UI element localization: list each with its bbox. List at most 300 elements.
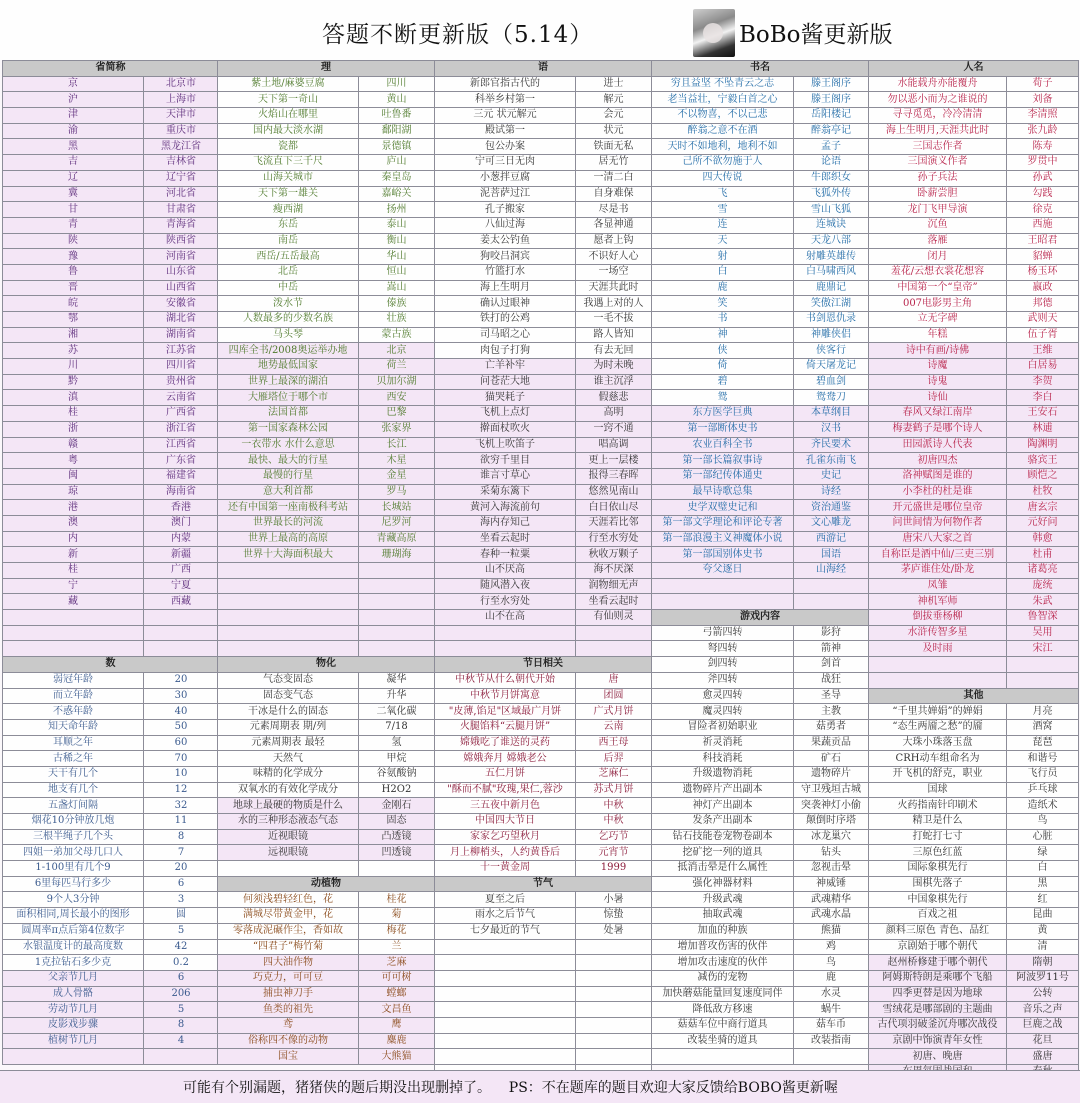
question-cell: 飞机上点灯 bbox=[435, 406, 576, 422]
question-cell: 三根半绳子几个头 bbox=[3, 829, 144, 845]
question-cell: 加快蘑菇能量回复速度同伴 bbox=[652, 986, 794, 1002]
column-2 bbox=[217, 60, 435, 1065]
table-row bbox=[218, 939, 435, 955]
question-cell: 飞 bbox=[652, 186, 794, 202]
question-cell: 川 bbox=[3, 359, 144, 375]
table-row bbox=[218, 437, 435, 453]
table-row bbox=[218, 264, 435, 280]
answer-cell bbox=[359, 610, 435, 626]
answer-cell: 处暑 bbox=[576, 923, 652, 939]
answer-cell: 恒山 bbox=[359, 264, 435, 280]
question-cell: 雪绒花是哪部剧的主题曲 bbox=[869, 1002, 1007, 1018]
question-cell: 四大油作物 bbox=[218, 955, 359, 971]
question-cell: 白 bbox=[652, 264, 794, 280]
question-cell: 黔 bbox=[3, 374, 144, 390]
answer-cell: 月亮 bbox=[1007, 704, 1079, 720]
table-row bbox=[218, 170, 435, 186]
table-row bbox=[3, 578, 219, 594]
table-row bbox=[869, 672, 1079, 688]
answer-cell: 徐克 bbox=[1007, 202, 1079, 218]
question-cell bbox=[435, 1033, 576, 1049]
column-1 bbox=[2, 60, 219, 1065]
table-row bbox=[218, 735, 435, 751]
table-row bbox=[218, 766, 435, 782]
question-cell: 巧克力，可可豆 bbox=[218, 970, 359, 986]
question-cell: 春风又绿江南岸 bbox=[869, 406, 1007, 422]
answer-cell: 假慈悲 bbox=[576, 390, 652, 406]
question-cell: 阿姆斯特朗是乘哪个飞船 bbox=[869, 970, 1007, 986]
answer-cell: 悠然见南山 bbox=[576, 484, 652, 500]
table-row bbox=[435, 437, 652, 453]
table-row bbox=[435, 782, 652, 798]
table-row bbox=[435, 108, 652, 124]
answer-cell: 庐山 bbox=[359, 155, 435, 171]
answer-cell: 扬州 bbox=[359, 202, 435, 218]
question-cell: 第一部断体史书 bbox=[652, 421, 794, 437]
table-row bbox=[652, 500, 869, 516]
table-row bbox=[218, 672, 435, 688]
table-row bbox=[652, 249, 869, 265]
table-row bbox=[218, 782, 435, 798]
table-row bbox=[218, 531, 435, 547]
question-cell: 年糕 bbox=[869, 327, 1007, 343]
answer-cell: 报得三春晖 bbox=[576, 468, 652, 484]
table-row bbox=[652, 233, 869, 249]
table-row bbox=[652, 594, 869, 610]
question-cell bbox=[218, 625, 359, 641]
answer-cell: 飞行员 bbox=[1007, 766, 1079, 782]
festival-section-title: 节日相关 bbox=[435, 657, 652, 673]
question-cell: 世界上最深的湖泊 bbox=[218, 374, 359, 390]
question-cell: 地球上最硬的物质是什么 bbox=[218, 798, 359, 814]
table-row bbox=[3, 155, 219, 171]
answer-cell: 笑傲江湖 bbox=[794, 296, 869, 312]
question-cell: 增加攻击速度的伙伴 bbox=[652, 955, 794, 971]
table-row bbox=[652, 327, 869, 343]
table-row bbox=[652, 892, 869, 908]
table-row bbox=[218, 421, 435, 437]
question-cell: 山不在高 bbox=[435, 610, 576, 626]
table-row bbox=[3, 766, 219, 782]
answer-cell: 景德镇 bbox=[359, 139, 435, 155]
table-row bbox=[3, 327, 219, 343]
question-cell: 抵消击晕是什么属性 bbox=[652, 861, 794, 877]
table-row bbox=[3, 76, 219, 92]
table-row bbox=[435, 908, 652, 924]
table-row bbox=[435, 296, 652, 312]
plants-header-row bbox=[218, 876, 435, 892]
table-row bbox=[652, 829, 869, 845]
table-row bbox=[3, 1002, 219, 1018]
answer-cell: 隋朝 bbox=[1007, 955, 1079, 971]
answer-cell: 固态 bbox=[359, 814, 435, 830]
table-row bbox=[652, 437, 869, 453]
table-row bbox=[869, 108, 1079, 124]
question-cell: 青 bbox=[3, 217, 144, 233]
answer-cell: 32 bbox=[144, 798, 219, 814]
answer-cell: 张家界 bbox=[359, 421, 435, 437]
question-cell: 第一部纪传体通史 bbox=[652, 468, 794, 484]
question-cell: 田园派诗人代表 bbox=[869, 437, 1007, 453]
table-row bbox=[869, 845, 1079, 861]
answer-cell: 芝麻仁 bbox=[576, 766, 652, 782]
people-header-row bbox=[869, 61, 1079, 77]
answer-cell: 进士 bbox=[576, 76, 652, 92]
table-row bbox=[218, 970, 435, 986]
table-row bbox=[3, 217, 219, 233]
answer-cell: 解元 bbox=[576, 92, 652, 108]
question-cell bbox=[435, 1049, 576, 1065]
answer-cell: 诗经 bbox=[794, 484, 869, 500]
question-cell: 辽 bbox=[3, 170, 144, 186]
table-row bbox=[3, 421, 219, 437]
answer-cell: 苏式月饼 bbox=[576, 782, 652, 798]
table-row bbox=[869, 563, 1079, 579]
question-cell bbox=[652, 1049, 794, 1065]
answer-cell: 宁夏 bbox=[144, 578, 219, 594]
answer-cell: 60 bbox=[144, 735, 219, 751]
question-cell: 挖矿挖一列的道具 bbox=[652, 845, 794, 861]
table-row bbox=[652, 704, 869, 720]
table-row bbox=[435, 453, 652, 469]
answer-cell: 武魂精华 bbox=[794, 892, 869, 908]
question-cell: 不惑年龄 bbox=[3, 704, 144, 720]
question-cell: 肉包子打狗 bbox=[435, 343, 576, 359]
question-cell: 中国第一个“皇帝” bbox=[869, 280, 1007, 296]
table-row bbox=[869, 829, 1079, 845]
question-cell bbox=[652, 578, 794, 594]
answer-cell: 30 bbox=[144, 688, 219, 704]
table-row bbox=[869, 155, 1079, 171]
answer-cell: 荀子 bbox=[1007, 76, 1079, 92]
table-row bbox=[652, 1049, 869, 1065]
question-cell: 黄河入海流前句 bbox=[435, 500, 576, 516]
question-cell: 三原色红蓝 bbox=[869, 845, 1007, 861]
answer-cell: 状元 bbox=[576, 123, 652, 139]
table-row bbox=[218, 892, 435, 908]
table-row bbox=[3, 876, 219, 892]
answer-cell: 6 bbox=[144, 970, 219, 986]
answer-cell: 蜗牛 bbox=[794, 1002, 869, 1018]
question-cell: 宁 bbox=[3, 578, 144, 594]
answer-cell: 庞统 bbox=[1007, 578, 1079, 594]
table-row bbox=[3, 735, 219, 751]
answer-cell bbox=[576, 1049, 652, 1065]
question-cell: 意大利首都 bbox=[218, 484, 359, 500]
table-row bbox=[869, 939, 1079, 955]
table-row bbox=[652, 939, 869, 955]
question-cell: 西岳/五岳最高 bbox=[218, 249, 359, 265]
question-cell: 沪 bbox=[3, 92, 144, 108]
table-row bbox=[869, 170, 1079, 186]
question-cell: 1-100里有几个9 bbox=[3, 861, 144, 877]
answer-cell: 公转 bbox=[1007, 986, 1079, 1002]
question-cell bbox=[3, 625, 144, 641]
answer-cell: 凸透镜 bbox=[359, 829, 435, 845]
answer-cell: 醉翁亭记 bbox=[794, 123, 869, 139]
answer-cell: 邦德 bbox=[1007, 296, 1079, 312]
question-cell: 圆周率π点后第4位数字 bbox=[3, 923, 144, 939]
question-cell: 湘 bbox=[3, 327, 144, 343]
table-row bbox=[3, 688, 219, 704]
table-row bbox=[435, 955, 652, 971]
answer-cell: 矿石 bbox=[794, 751, 869, 767]
table-row bbox=[3, 139, 219, 155]
answer-cell: 文心雕龙 bbox=[794, 515, 869, 531]
table-row bbox=[218, 374, 435, 390]
answer-cell: 鹰 bbox=[359, 1017, 435, 1033]
question-cell: 滇 bbox=[3, 390, 144, 406]
question-cell: 新郎官指古代的 bbox=[435, 76, 576, 92]
question-cell: 嫦娥奔月 嫦娥老公 bbox=[435, 751, 576, 767]
answer-cell: 兰 bbox=[359, 939, 435, 955]
question-cell: 卧薪尝胆 bbox=[869, 186, 1007, 202]
answer-cell: 剑首 bbox=[794, 657, 869, 673]
answer-cell: 黑龙江省 bbox=[144, 139, 219, 155]
answer-cell: 更上一层楼 bbox=[576, 453, 652, 469]
answer-cell: 天涯共此时 bbox=[576, 280, 652, 296]
answer-cell: 5 bbox=[144, 1002, 219, 1018]
table-row bbox=[652, 217, 869, 233]
table-row bbox=[652, 359, 869, 375]
question-cell: 劳动节几月 bbox=[3, 1002, 144, 1018]
answer-cell: 一毛不拔 bbox=[576, 312, 652, 328]
question-cell: 植树节几月 bbox=[3, 1033, 144, 1049]
question-cell: 殿试第一 bbox=[435, 123, 576, 139]
question-cell: 确认过眼神 bbox=[435, 296, 576, 312]
answer-cell: 湖南省 bbox=[144, 327, 219, 343]
math-header-row bbox=[3, 657, 219, 673]
question-cell: 最慢的行星 bbox=[218, 468, 359, 484]
table-row bbox=[435, 374, 652, 390]
table-row bbox=[3, 908, 219, 924]
answer-cell: 突袭神灯小偷 bbox=[794, 798, 869, 814]
question-cell: 精卫是什么 bbox=[869, 814, 1007, 830]
answer-cell: 国语 bbox=[794, 547, 869, 563]
table-row bbox=[652, 845, 869, 861]
question-cell: 古代项羽破釜沉舟哪次战役 bbox=[869, 1017, 1007, 1033]
question-cell: 猫哭耗子 bbox=[435, 390, 576, 406]
table-row bbox=[652, 986, 869, 1002]
question-cell: 包公办案 bbox=[435, 139, 576, 155]
question-cell: “态生两靥之愁”的靥 bbox=[869, 719, 1007, 735]
table-row bbox=[435, 217, 652, 233]
answer-cell: 尽是书 bbox=[576, 202, 652, 218]
answer-cell: 吐鲁番 bbox=[359, 108, 435, 124]
question-cell: 发条产出副本 bbox=[652, 814, 794, 830]
answer-cell bbox=[359, 641, 435, 657]
question-cell: 梅妻鹤子是哪个诗人 bbox=[869, 421, 1007, 437]
table-row bbox=[218, 923, 435, 939]
question-cell: 成人骨骼 bbox=[3, 986, 144, 1002]
question-cell: 藏 bbox=[3, 594, 144, 610]
answer-cell: 升华 bbox=[359, 688, 435, 704]
answer-cell: 巴黎 bbox=[359, 406, 435, 422]
table-row bbox=[652, 202, 869, 218]
table-row bbox=[435, 766, 652, 782]
question-cell bbox=[218, 641, 359, 657]
table-row bbox=[869, 1017, 1079, 1033]
table-row bbox=[218, 625, 435, 641]
answer-cell: 黄山 bbox=[359, 92, 435, 108]
question-cell: 三五夜中新月色 bbox=[435, 798, 576, 814]
table-row bbox=[652, 814, 869, 830]
question-cell: 大雁塔位于哪个市 bbox=[218, 390, 359, 406]
answer-cell: 清 bbox=[1007, 939, 1079, 955]
table-row bbox=[3, 1017, 219, 1033]
answer-cell: 吉林省 bbox=[144, 155, 219, 171]
table-row bbox=[435, 280, 652, 296]
answer-cell: 大熊猫 bbox=[359, 1049, 435, 1065]
answer-cell: 圆 bbox=[144, 908, 219, 924]
table-row bbox=[3, 861, 219, 877]
table-row bbox=[869, 876, 1079, 892]
table-row bbox=[435, 829, 652, 845]
answer-cell: 山西省 bbox=[144, 280, 219, 296]
answer-cell: H2O2 bbox=[359, 782, 435, 798]
answer-cell: 本草纲目 bbox=[794, 406, 869, 422]
question-cell: 马头琴 bbox=[218, 327, 359, 343]
question-cell: 铁打的公鸡 bbox=[435, 312, 576, 328]
question-cell: 祈灵消耗 bbox=[652, 735, 794, 751]
table-row bbox=[652, 798, 869, 814]
answer-cell: 林逋 bbox=[1007, 421, 1079, 437]
question-cell: 老当益壮，宁毅白首之心 bbox=[652, 92, 794, 108]
question-cell bbox=[869, 672, 1007, 688]
question-cell: 中岳 bbox=[218, 280, 359, 296]
table-row bbox=[435, 719, 652, 735]
table-row bbox=[3, 594, 219, 610]
question-cell: 羞花/云想衣裳花想容 bbox=[869, 264, 1007, 280]
province-section-title: 省简称 bbox=[3, 61, 219, 77]
question-cell: 中国四大节日 bbox=[435, 814, 576, 830]
answer-cell: 206 bbox=[144, 986, 219, 1002]
table-row bbox=[869, 296, 1079, 312]
province-header-row bbox=[3, 61, 219, 77]
table-row bbox=[869, 955, 1079, 971]
answer-cell: 嘉峪关 bbox=[359, 186, 435, 202]
table-row bbox=[652, 955, 869, 971]
answer-cell: 辽宁省 bbox=[144, 170, 219, 186]
question-cell: 第一部长篇叙事诗 bbox=[652, 453, 794, 469]
answer-cell: 勾践 bbox=[1007, 186, 1079, 202]
question-cell: 吉 bbox=[3, 155, 144, 171]
answer-cell bbox=[794, 578, 869, 594]
footer-note bbox=[0, 1070, 1080, 1103]
answer-cell: 乞巧节 bbox=[576, 829, 652, 845]
table-row bbox=[218, 751, 435, 767]
answer-cell: 长江 bbox=[359, 437, 435, 453]
question-cell: 宁可三日无肉 bbox=[435, 155, 576, 171]
question-cell: 改装坐骑的道具 bbox=[652, 1033, 794, 1049]
answer-cell: 团圆 bbox=[576, 688, 652, 704]
table-row bbox=[869, 657, 1079, 673]
question-cell: 司马昭之心 bbox=[435, 327, 576, 343]
table-row bbox=[435, 970, 652, 986]
answer-cell: 50 bbox=[144, 719, 219, 735]
table-row bbox=[3, 892, 219, 908]
answer-cell: 四川省 bbox=[144, 359, 219, 375]
table-row bbox=[652, 641, 869, 657]
answer-cell: 甲烷 bbox=[359, 751, 435, 767]
question-cell: 泥菩萨过江 bbox=[435, 186, 576, 202]
answer-cell: 白 bbox=[1007, 861, 1079, 877]
answer-cell: 凹透镜 bbox=[359, 845, 435, 861]
table-row bbox=[218, 515, 435, 531]
answer-cell: 鸟 bbox=[1007, 814, 1079, 830]
question-cell: 海上生明月,天涯共此时 bbox=[869, 123, 1007, 139]
table-row bbox=[3, 170, 219, 186]
answer-cell: 造纸术 bbox=[1007, 798, 1079, 814]
question-cell: 菇菇车位中商行道具 bbox=[652, 1017, 794, 1033]
table-row bbox=[3, 406, 219, 422]
answer-cell: 木星 bbox=[359, 453, 435, 469]
answer-cell: 汉书 bbox=[794, 421, 869, 437]
answer-cell: 资治通鉴 bbox=[794, 500, 869, 516]
question-cell: 东方医学巨典 bbox=[652, 406, 794, 422]
table-row bbox=[869, 594, 1079, 610]
table-row bbox=[652, 155, 869, 171]
answer-cell: 润物细无声 bbox=[576, 578, 652, 594]
table-row bbox=[3, 249, 219, 265]
answer-cell: 凝华 bbox=[359, 672, 435, 688]
answer-cell: 箭神 bbox=[794, 641, 869, 657]
table-row bbox=[652, 625, 869, 641]
answer-cell: 0.2 bbox=[144, 955, 219, 971]
books-header-row bbox=[652, 61, 869, 77]
table-row bbox=[218, 641, 435, 657]
question-cell: 夸父逐日 bbox=[652, 563, 794, 579]
table-row bbox=[435, 155, 652, 171]
answer-cell: 3 bbox=[144, 892, 219, 908]
question-cell bbox=[435, 1017, 576, 1033]
question-cell bbox=[218, 563, 359, 579]
table-row bbox=[652, 108, 869, 124]
answer-cell: 王维 bbox=[1007, 343, 1079, 359]
answer-cell bbox=[144, 641, 219, 657]
answer-cell: 20 bbox=[144, 672, 219, 688]
table-row bbox=[3, 1033, 219, 1049]
table-row bbox=[3, 202, 219, 218]
question-cell: 干冰是什么的固态 bbox=[218, 704, 359, 720]
question-cell: 俗称四不像的动物 bbox=[218, 1033, 359, 1049]
question-cell: 9个人3分钟 bbox=[3, 892, 144, 908]
game-section-title: 游戏内容 bbox=[652, 610, 869, 626]
question-cell: 洛神赋图是谁的 bbox=[869, 468, 1007, 484]
people-section-title: 人名 bbox=[869, 61, 1079, 77]
answer-cell: 心脏 bbox=[1007, 829, 1079, 845]
answer-cell: 青藏高原 bbox=[359, 531, 435, 547]
table-row bbox=[435, 515, 652, 531]
table-row bbox=[652, 123, 869, 139]
question-cell: 立无字碑 bbox=[869, 312, 1007, 328]
table-row bbox=[435, 123, 652, 139]
question-cell: 凤雏 bbox=[869, 578, 1007, 594]
table-row bbox=[652, 515, 869, 531]
table-row bbox=[869, 280, 1079, 296]
table-row bbox=[869, 735, 1079, 751]
answer-cell: 李白 bbox=[1007, 390, 1079, 406]
answer-cell: 一场空 bbox=[576, 264, 652, 280]
table-row bbox=[218, 547, 435, 563]
question-cell: 京 bbox=[3, 76, 144, 92]
table-row bbox=[3, 986, 219, 1002]
table-row bbox=[652, 453, 869, 469]
question-cell: 四大传说 bbox=[652, 170, 794, 186]
table-row bbox=[3, 500, 219, 516]
table-row bbox=[3, 312, 219, 328]
answer-cell: 牛郎织女 bbox=[794, 170, 869, 186]
